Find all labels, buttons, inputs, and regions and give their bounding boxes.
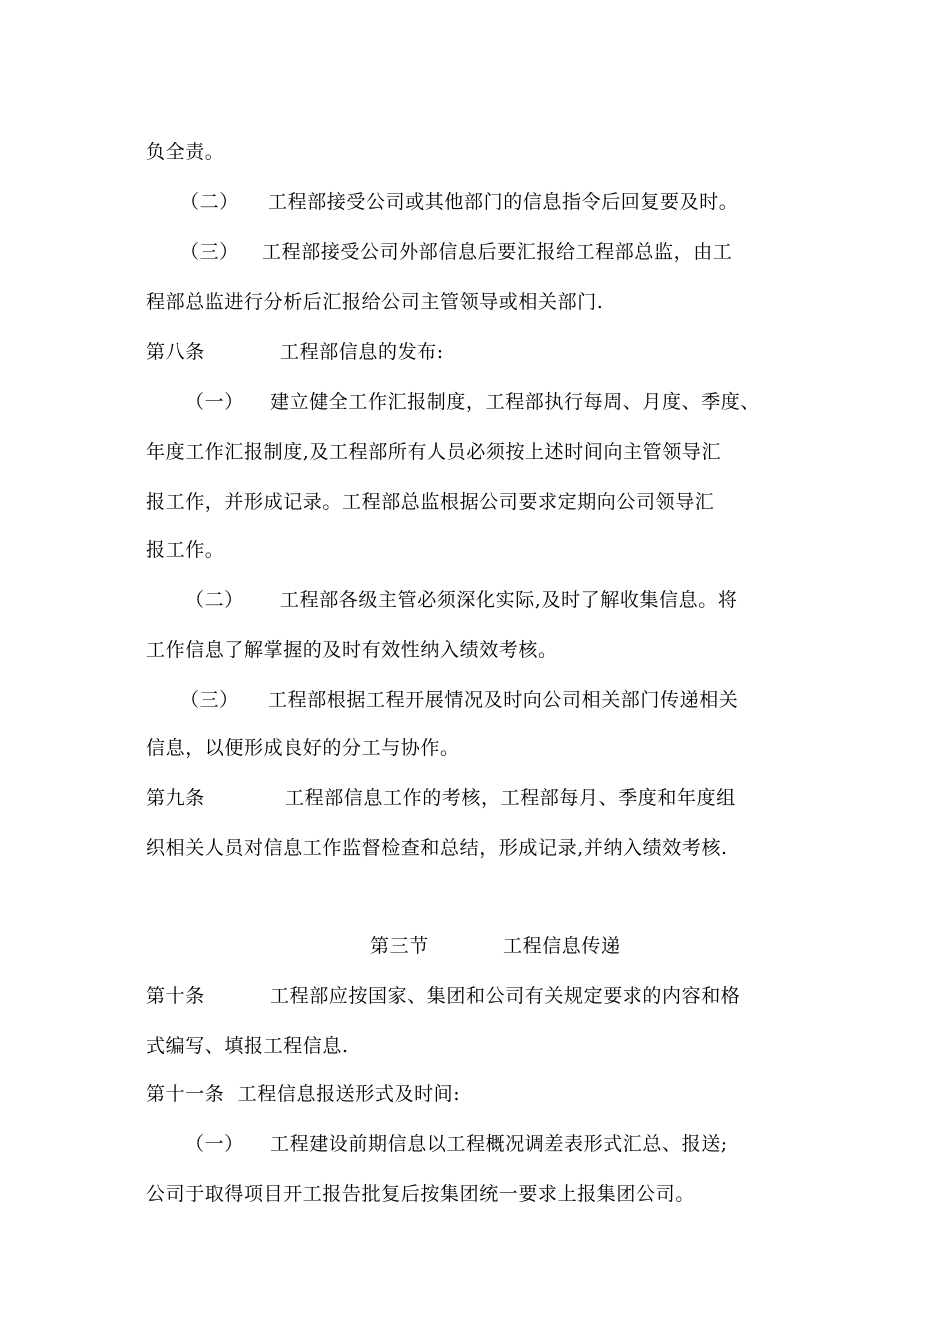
paragraph-line: 工程部接受公司外部信息后要汇报给工程部总监，由工	[262, 241, 733, 263]
paragraph-line: 工作信息了解掌握的及时有效性纳入绩效考核。	[146, 639, 558, 661]
paragraph-line: 式编写、填报工程信息.	[146, 1035, 349, 1057]
paragraph-line: 报工作。	[146, 539, 225, 561]
paragraph-line: 工程部信息工作的考核，工程部每月、季度和年度组	[285, 787, 736, 809]
list-marker: （二）	[185, 589, 244, 611]
list-marker: （一）	[185, 391, 244, 413]
paragraph-line: 工程部接受公司或其他部门的信息指令后回复要及时。	[268, 191, 739, 213]
article-title: 工程部信息的发布:	[280, 341, 444, 363]
paragraph-line: 负全责。	[146, 141, 225, 163]
article-label: 第九条	[146, 787, 205, 809]
article-label: 第十条	[146, 985, 205, 1007]
section-heading-number: 第三节	[370, 935, 429, 957]
paragraph-line: 工程部应按国家、集团和公司有关规定要求的内容和格	[270, 985, 741, 1007]
paragraph-line: 信息，以便形成良好的分工与协作。	[146, 737, 460, 759]
paragraph-line: 工程部根据工程开展情况及时向公司相关部门传递相关	[268, 689, 739, 711]
list-marker: （二）	[180, 191, 239, 213]
paragraph-line: 程部总监进行分析后汇报给公司主管领导或相关部门.	[146, 291, 604, 313]
paragraph-line: 建立健全工作汇报制度，工程部执行每周、月度、季度、	[270, 391, 761, 413]
list-marker: （三）	[180, 241, 239, 263]
section-heading-title: 工程信息传递	[503, 935, 621, 957]
list-marker: （三）	[180, 689, 239, 711]
paragraph-line: 工程部各级主管必须深化实际,及时了解收集信息。将	[280, 589, 738, 611]
paragraph-line: 织相关人员对信息工作监督检查和总结，形成记录,并纳入绩效考核.	[146, 837, 728, 859]
paragraph-line: 公司于取得项目开工报告批复后按集团统一要求上报集团公司。	[146, 1183, 695, 1205]
article-label: 第八条	[146, 341, 205, 363]
list-marker: （一）	[185, 1133, 244, 1155]
paragraph-line: 工程建设前期信息以工程概况调差表形式汇总、报送;	[270, 1133, 728, 1155]
paragraph-line: 年度工作汇报制度,及工程部所有人员必须按上述时间向主管领导汇	[146, 441, 722, 463]
article-heading: 第十一条 工程信息报送形式及时间:	[146, 1083, 461, 1105]
paragraph-line: 报工作，并形成记录。工程部总监根据公司要求定期向公司领导汇	[146, 491, 715, 513]
